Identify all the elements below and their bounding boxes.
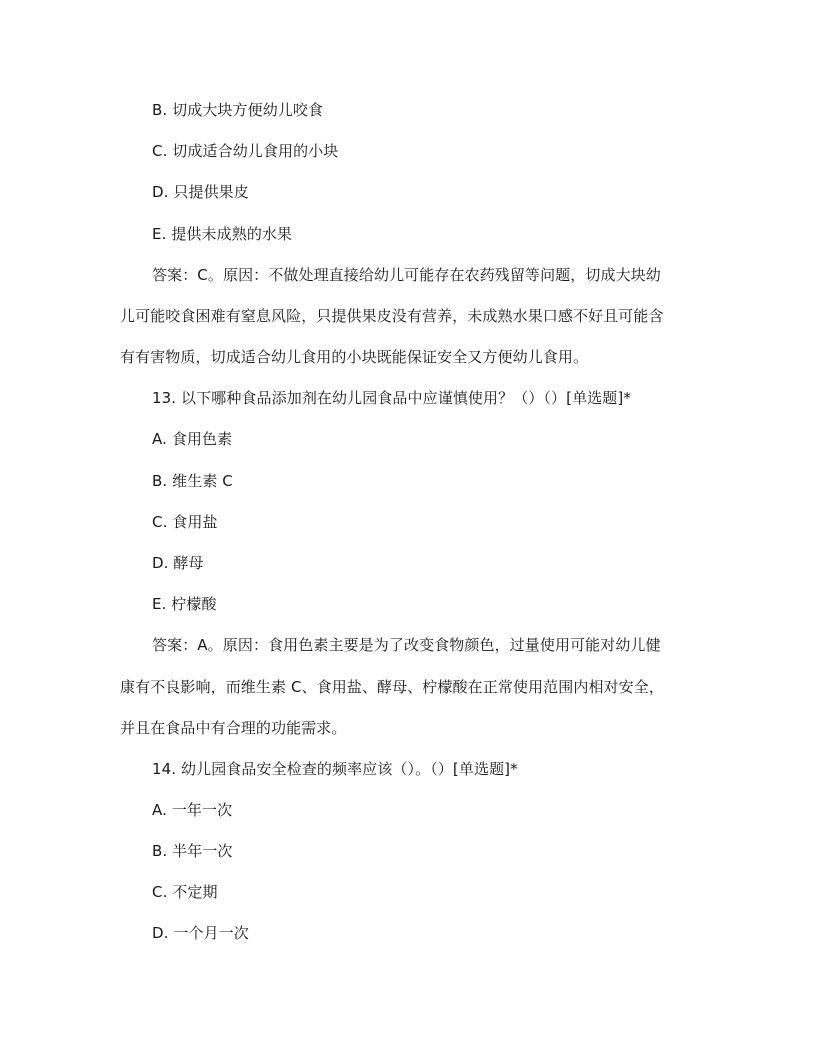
q14-question: 14. 幼儿园食品安全检查的频率应该（）。（）[单选题]* [152,760,518,778]
q13-answer-line-3: 并且在食品中有合理的功能需求。 [120,719,347,737]
q13-option-b: B. 维生素 C [152,472,233,490]
q14-option-d: D. 一个月一次 [152,924,249,942]
q14-option-b: B. 半年一次 [152,842,233,860]
q13-option-c: C. 食用盐 [152,513,218,531]
q12-answer-line-3: 有有害物质，切成适合幼儿食用的小块既能保证安全又方便幼儿食用。 [120,348,589,366]
q14-option-c: C. 不定期 [152,883,218,901]
q13-answer-line-2: 康有不良影响，而维生素 C、食用盐、酵母、柠檬酸在正常使用范围内相对安全， [120,678,664,696]
q12-option-e: E. 提供未成熟的水果 [152,225,293,243]
q13-option-a: A. 食用色素 [152,430,233,448]
q14-option-a: A. 一年一次 [152,801,233,819]
q13-option-e: E. 柠檬酸 [152,595,217,613]
q12-answer-line-2: 儿可能咬食困难有窒息风险，只提供果皮没有营养，未成熟水果口感不好且可能含 [120,307,664,325]
q12-option-b: B. 切成大块方便幼儿咬食 [152,101,324,119]
q12-option-d: D. 只提供果皮 [152,183,249,201]
q12-answer-line-1: 答案：C。原因：不做处理直接给幼儿可能存在农药残留等问题，切成大块幼 [152,266,661,284]
q13-answer-line-1: 答案：A。原因：食用色素主要是为了改变食物颜色，过量使用可能对幼儿健 [152,636,661,654]
q13-question: 13. 以下哪种食品添加剂在幼儿园食品中应谨慎使用？（）（）[单选题]* [152,389,631,407]
q13-option-d: D. 酵母 [152,554,204,572]
q12-option-c: C. 切成适合幼儿食用的小块 [152,142,339,160]
